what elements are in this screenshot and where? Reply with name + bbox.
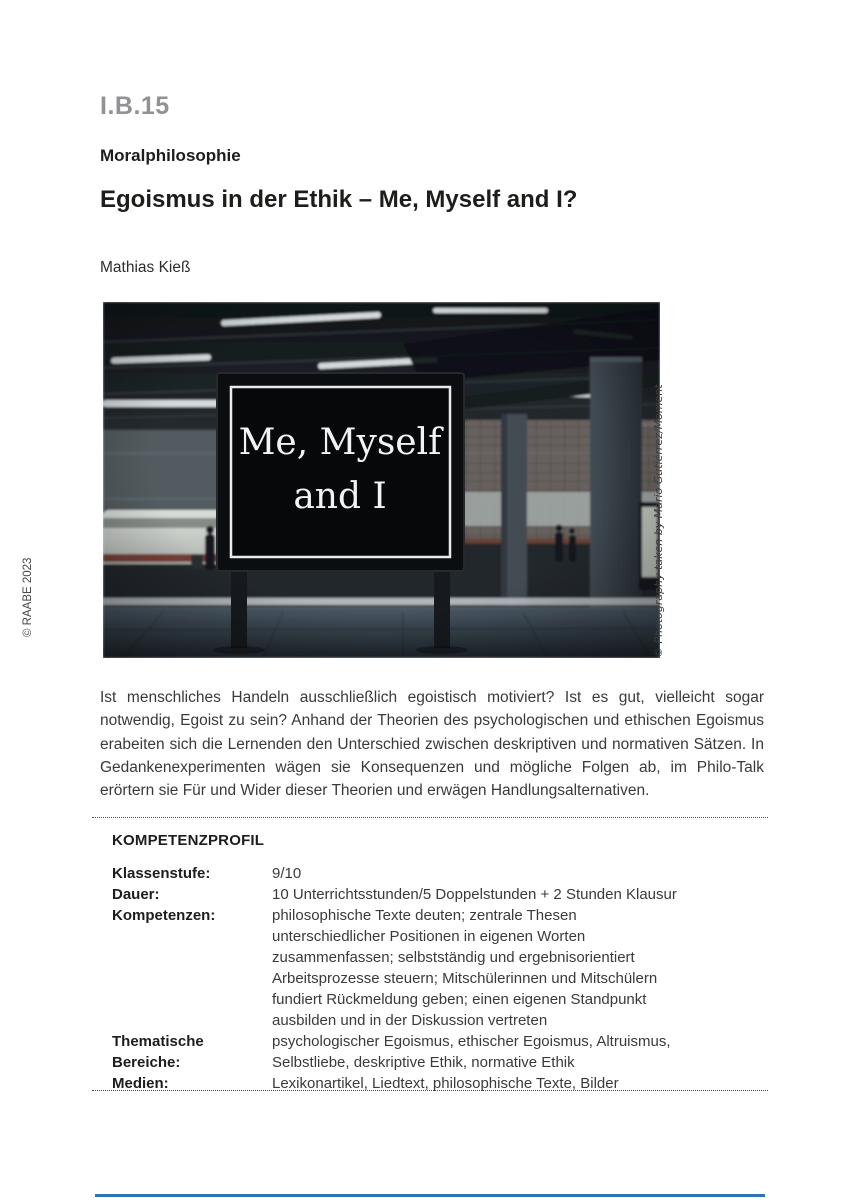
row-value: psychologischer Egoismus, ethischer Egoismus, Altruismus, Selbstliebe, deskriptive Ethik, normative Ethik (272, 1033, 671, 1071)
row-label: Dauer: (112, 886, 160, 903)
profile-table (112, 863, 768, 1094)
photo-credit: © Photography taken by Mario Gutiérrez/Moment (652, 384, 665, 658)
station-photo-illustration (103, 302, 660, 658)
profile-heading: KOMPETENZPROFIL (112, 832, 265, 849)
page-title: Egoismus in der Ethik – Me, Myself and I? (100, 186, 578, 213)
row-label: Klassenstufe: (112, 865, 211, 882)
row-value: 9/10 (272, 865, 302, 882)
intro-paragraph: Ist menschliches Handeln ausschließlich egoistisch motiviert? Ist es gut, vielleicht sogar notwendig, Egoist zu sein? Anhand der Theorien des psychologischen und ethischen Egoismus erabeiten sich die Lernenden den Unterschied zwischen deskriptiven und normativen Sätzen. In Gedankenexperimenten wägen sie Konsequenzen und mögliche Folgen ab, im Philo-Talk erörtern sie Für und Wider dieser Theorien und erwägen Handlungsalternativen. (100, 689, 764, 800)
row-value: 10 Unterrichtsstunden/5 Doppelstunden + 2 Stunden Klausur (272, 886, 677, 903)
row-label: Kompetenzen: (112, 907, 216, 924)
unit-code: I.B.15 (100, 92, 170, 120)
row-label: Medien: (112, 1075, 169, 1092)
row-value: philosophische Texte deuten; zentrale Thesen unterschiedlicher Positionen in eigenen Worten zusammenfassen; selbstständig und ergebnisorientiert Arbeitsprozesse steuern; Mitschülerinnen und Mitschülern fundiert Rückmeldung geben; einen eigenen Standpunkt ausbilden und in der Diskussion vertreten (272, 907, 658, 1029)
footer-accent-line (95, 1194, 765, 1197)
author-name: Mathias Kieß (100, 259, 191, 276)
series-title: Moralphilosophie (100, 146, 241, 165)
side-copyright: © RAABE 2023 (22, 557, 34, 637)
row-label: Thematische Bereiche: (112, 1033, 204, 1071)
row-value: Lexikonartikel, Liedtext, philosophische Texte, Bilder (272, 1075, 619, 1092)
competence-profile (92, 817, 768, 1091)
